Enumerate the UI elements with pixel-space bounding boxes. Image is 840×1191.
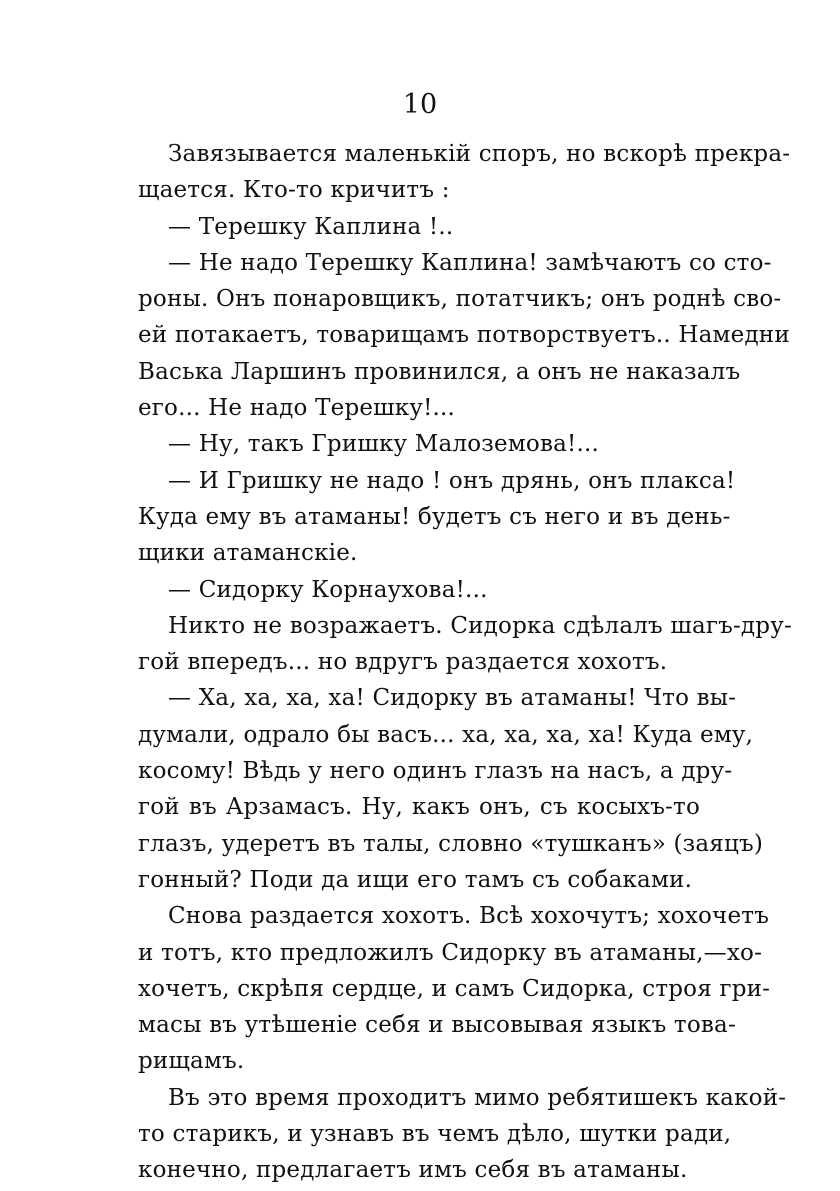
text-line: щики атаманскіе. [138, 540, 358, 567]
text-line: — Сидорку Корнаухова!... [168, 576, 488, 603]
text-line: — Ну, такъ Гришку Малоземова!... [168, 431, 600, 458]
text-line: то старикъ, и узнавъ въ чемъ дѣло, шутки ради, [138, 1121, 732, 1148]
text-line: Завязывается маленькій споръ, но вскорѣ прекра- [168, 141, 791, 167]
text-line: его... Не надо Терешку!... [138, 395, 456, 422]
text-line: рищамъ. [138, 1048, 245, 1075]
text-line: гонный? Поди да ищи его тамъ съ собаками. [138, 866, 693, 893]
text-line: Никто не возражаетъ. Сидорка сдѣлалъ шагъ-дру- [168, 612, 792, 639]
text-line: Васька Ларшинъ провинился, а онъ не наказалъ [138, 358, 741, 385]
text-line: думали, одрало бы васъ... ха, ха, ха, ха! Куда ему, [138, 721, 754, 748]
text-line: Въ это время проходитъ мимо ребятишекъ какой- [168, 1084, 787, 1111]
text-line: — Не надо Терешку Каплина! замѣчаютъ со сто- [168, 249, 772, 276]
text-line: — Терешку Каплина !.. [168, 213, 454, 240]
text-line: Снова раздается хохотъ. Всѣ хохочутъ; хохочетъ [168, 903, 770, 930]
text-line: глазъ, удеретъ въ талы, словно «тушканъ» (заяцъ) [138, 830, 764, 857]
text-line: — И Гришку не надо ! онъ дрянь, онъ плакса! [168, 467, 736, 494]
text-line: щается. Кто-то кричитъ : [138, 177, 450, 204]
text-line: — Ха, ха, ха, ха! Сидорку въ атаманы! Что вы- [168, 685, 737, 712]
page-body-text [138, 136, 792, 1189]
text-line: гой въ Арзамасъ. Ну, какъ онъ, съ косыхъ-то [138, 794, 700, 821]
text-line: косому! Вѣдь у него одинъ глазъ на насъ, а дру- [138, 758, 733, 785]
text-line: гой впередъ... но вдругъ раздается хохотъ. [138, 649, 668, 676]
text-line: ей потакаетъ, товарищамъ потворствуетъ.. Намедни [138, 322, 790, 349]
text-line: хочетъ, скрѣпя сердце, и самъ Сидорка, строя гри- [138, 975, 771, 1002]
page-number: 10 [402, 89, 438, 120]
text-line: роны. Онъ понаровщикъ, потатчикъ; онъ роднѣ сво- [138, 286, 782, 313]
text-line: конечно, предлагаетъ имъ себя въ атаманы. [138, 1157, 688, 1184]
text-line: масы въ утѣшеніе себя и высовывая языкъ това- [138, 1012, 736, 1039]
text-line: Куда ему въ атаманы! будетъ съ него и въ день- [138, 503, 731, 530]
text-line: и тотъ, кто предложилъ Сидорку въ атаманы,—хо- [138, 939, 763, 966]
